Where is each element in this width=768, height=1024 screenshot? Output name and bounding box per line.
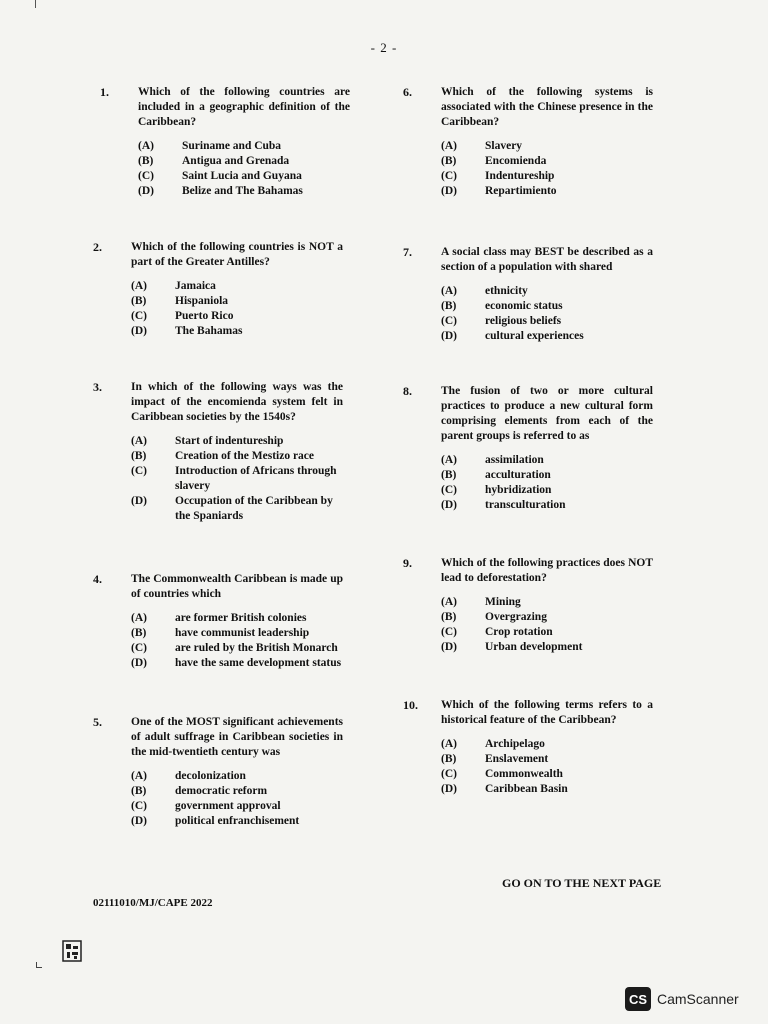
option-text: Antigua and Grenada bbox=[182, 155, 290, 167]
option-d bbox=[131, 494, 343, 524]
question-9 bbox=[403, 556, 653, 655]
option-b bbox=[441, 299, 653, 314]
option-a bbox=[131, 279, 343, 294]
option-b bbox=[441, 154, 653, 169]
question-stem: Which of the following countries is NOT a part of the Greater Antilles? bbox=[131, 241, 343, 268]
option-d bbox=[441, 498, 653, 513]
option-letter: (B) bbox=[441, 469, 457, 481]
option-b bbox=[131, 784, 343, 799]
option-letter: (D) bbox=[138, 185, 154, 197]
option-c bbox=[441, 625, 653, 640]
option-text: Introduction of Africans through slavery bbox=[175, 465, 337, 492]
option-d bbox=[131, 324, 343, 339]
option-text: ethnicity bbox=[485, 285, 528, 297]
option-letter: (D) bbox=[441, 783, 457, 795]
question-5 bbox=[93, 715, 343, 829]
option-letter: (A) bbox=[441, 454, 457, 466]
question-7 bbox=[403, 245, 653, 344]
option-letter: (A) bbox=[131, 280, 147, 292]
question-2 bbox=[93, 240, 343, 339]
option-text: Creation of the Mestizo race bbox=[175, 450, 315, 462]
scan-corner-mark bbox=[36, 962, 42, 968]
option-letter: (D) bbox=[131, 815, 147, 827]
option-text: Mining bbox=[485, 596, 521, 608]
option-a bbox=[138, 139, 350, 154]
option-text: Encomienda bbox=[485, 155, 547, 167]
option-d bbox=[441, 640, 653, 655]
qr-corner-icon bbox=[62, 940, 82, 962]
option-text: hybridization bbox=[485, 484, 552, 496]
option-letter: (D) bbox=[131, 657, 147, 669]
option-b bbox=[441, 610, 653, 625]
option-text: Suriname and Cuba bbox=[182, 140, 282, 152]
question-number: 6. bbox=[403, 85, 412, 99]
option-text: Overgrazing bbox=[485, 611, 547, 623]
option-text: Belize and The Bahamas bbox=[182, 185, 303, 197]
question-number: 5. bbox=[93, 715, 102, 729]
option-a bbox=[441, 139, 653, 154]
option-letter: (D) bbox=[441, 499, 457, 511]
option-text: assimilation bbox=[485, 454, 544, 466]
option-d bbox=[441, 329, 653, 344]
option-text: Caribbean Basin bbox=[485, 783, 568, 795]
option-letter: (D) bbox=[441, 185, 457, 197]
question-stem: In which of the following ways was the impact of the encomienda system felt in Caribbean societies by the 1540s? bbox=[131, 381, 343, 423]
option-c bbox=[441, 767, 653, 782]
option-text: Indentureship bbox=[485, 170, 555, 182]
option-text: transculturation bbox=[485, 499, 566, 511]
question-4 bbox=[93, 572, 343, 671]
option-b bbox=[138, 154, 350, 169]
option-text: Slavery bbox=[485, 140, 523, 152]
question-number: 4. bbox=[93, 572, 102, 586]
question-stem: Which of the following systems is associated with the Chinese presence in the Caribbean? bbox=[441, 86, 653, 128]
option-c bbox=[131, 641, 343, 656]
option-b bbox=[441, 752, 653, 767]
option-letter: (C) bbox=[131, 310, 147, 322]
option-text: Urban development bbox=[485, 641, 583, 653]
option-text: Archipelago bbox=[485, 738, 545, 750]
question-number: 8. bbox=[403, 384, 412, 398]
question-number: 7. bbox=[403, 245, 412, 259]
option-c bbox=[131, 309, 343, 324]
option-text: cultural experiences bbox=[485, 330, 584, 342]
option-letter: (A) bbox=[131, 770, 147, 782]
option-letter: (B) bbox=[131, 785, 147, 797]
option-letter: (C) bbox=[131, 642, 147, 654]
option-letter: (A) bbox=[441, 596, 457, 608]
option-letter: (D) bbox=[131, 495, 147, 507]
question-8 bbox=[403, 384, 653, 513]
question-stem: Which of the following practices does NOT lead to deforestation? bbox=[441, 557, 653, 584]
option-c bbox=[138, 169, 350, 184]
option-text: economic status bbox=[485, 300, 563, 312]
option-text: decolonization bbox=[175, 770, 246, 782]
option-text: government approval bbox=[175, 800, 281, 812]
option-letter: (A) bbox=[138, 140, 154, 152]
question-stem: A social class may BEST be described as a section of a population with shared bbox=[441, 246, 653, 273]
option-text: democratic reform bbox=[175, 785, 268, 797]
question-3 bbox=[93, 380, 343, 524]
question-stem: The fusion of two or more cultural practices to produce a new cultural form comprising elements from each of the parent groups is referred to as bbox=[441, 385, 653, 442]
question-number: 3. bbox=[93, 380, 102, 394]
option-b bbox=[131, 449, 343, 464]
page-number: - 2 - bbox=[370, 40, 398, 55]
option-letter: (C) bbox=[441, 768, 457, 780]
option-letter: (C) bbox=[131, 800, 147, 812]
question-6 bbox=[403, 85, 653, 199]
question-stem: Which of the following terms refers to a historical feature of the Caribbean? bbox=[441, 699, 653, 726]
option-d bbox=[138, 184, 350, 199]
option-letter: (B) bbox=[131, 450, 147, 462]
option-letter: (B) bbox=[441, 155, 457, 167]
camscanner-watermark bbox=[625, 987, 739, 1011]
option-a bbox=[441, 595, 653, 610]
option-a bbox=[131, 434, 343, 449]
option-c bbox=[131, 464, 343, 494]
option-letter: (D) bbox=[131, 325, 147, 337]
question-number: 2. bbox=[93, 240, 102, 254]
option-d bbox=[131, 814, 343, 829]
option-letter: (B) bbox=[441, 300, 457, 312]
camscanner-name: CamScanner bbox=[657, 991, 739, 1007]
option-a bbox=[131, 769, 343, 784]
option-letter: (A) bbox=[441, 140, 457, 152]
paper-code: 02111010/MJ/CAPE 2022 bbox=[93, 897, 213, 909]
option-letter: (C) bbox=[441, 315, 457, 327]
question-stem: Which of the following countries are included in a geographic definition of the Caribbean? bbox=[138, 86, 350, 128]
option-letter: (A) bbox=[131, 612, 147, 624]
option-b bbox=[441, 468, 653, 483]
option-letter: (D) bbox=[441, 641, 457, 653]
option-text: Commonwealth bbox=[485, 768, 563, 780]
option-text: Start of indentureship bbox=[175, 435, 284, 447]
option-letter: (C) bbox=[138, 170, 154, 182]
option-text: Saint Lucia and Guyana bbox=[182, 170, 302, 182]
question-1 bbox=[100, 85, 350, 199]
go-on-next-page: GO ON TO THE NEXT PAGE bbox=[502, 876, 662, 890]
option-a bbox=[441, 284, 653, 299]
option-a bbox=[441, 737, 653, 752]
question-number: 1. bbox=[100, 85, 109, 99]
option-text: are former British colonies bbox=[175, 612, 307, 624]
option-text: have the same development status bbox=[175, 657, 342, 669]
option-letter: (B) bbox=[138, 155, 154, 167]
option-c bbox=[441, 169, 653, 184]
option-letter: (B) bbox=[441, 753, 457, 765]
option-text: religious beliefs bbox=[485, 315, 562, 327]
option-letter: (B) bbox=[131, 627, 147, 639]
question-10 bbox=[403, 698, 653, 797]
option-c bbox=[441, 314, 653, 329]
option-text: have communist leadership bbox=[175, 627, 310, 639]
question-number: 10. bbox=[403, 698, 418, 712]
option-letter: (B) bbox=[441, 611, 457, 623]
option-d bbox=[131, 656, 343, 671]
option-b bbox=[131, 626, 343, 641]
question-stem: The Commonwealth Caribbean is made up of countries which bbox=[131, 573, 343, 600]
camscanner-logo-icon: CS bbox=[625, 987, 651, 1011]
option-d bbox=[441, 782, 653, 797]
option-text: are ruled by the British Monarch bbox=[175, 642, 338, 654]
option-letter: (C) bbox=[441, 484, 457, 496]
option-letter: (C) bbox=[441, 626, 457, 638]
option-text: The Bahamas bbox=[175, 325, 243, 337]
option-text: Enslavement bbox=[485, 753, 549, 765]
option-text: acculturation bbox=[485, 469, 551, 481]
question-stem: One of the MOST significant achievements of adult suffrage in Caribbean societies in the mid-twentieth century was bbox=[131, 716, 343, 758]
option-letter: (A) bbox=[441, 285, 457, 297]
option-letter: (D) bbox=[441, 330, 457, 342]
option-letter: (A) bbox=[131, 435, 147, 447]
option-text: Jamaica bbox=[175, 280, 216, 292]
scan-edge-mark bbox=[35, 0, 36, 8]
option-a bbox=[131, 611, 343, 626]
option-text: Hispaniola bbox=[175, 295, 229, 307]
option-c bbox=[441, 483, 653, 498]
option-text: Crop rotation bbox=[485, 626, 553, 638]
option-text: Repartimiento bbox=[485, 185, 557, 197]
option-c bbox=[131, 799, 343, 814]
option-text: Occupation of the Caribbean by the Spaniards bbox=[175, 495, 333, 522]
option-letter: (B) bbox=[131, 295, 147, 307]
option-text: political enfranchisement bbox=[175, 815, 300, 827]
option-d bbox=[441, 184, 653, 199]
option-letter: (C) bbox=[131, 465, 147, 477]
option-letter: (C) bbox=[441, 170, 457, 182]
option-text: Puerto Rico bbox=[175, 310, 234, 322]
option-a bbox=[441, 453, 653, 468]
question-number: 9. bbox=[403, 556, 412, 570]
option-letter: (A) bbox=[441, 738, 457, 750]
option-b bbox=[131, 294, 343, 309]
